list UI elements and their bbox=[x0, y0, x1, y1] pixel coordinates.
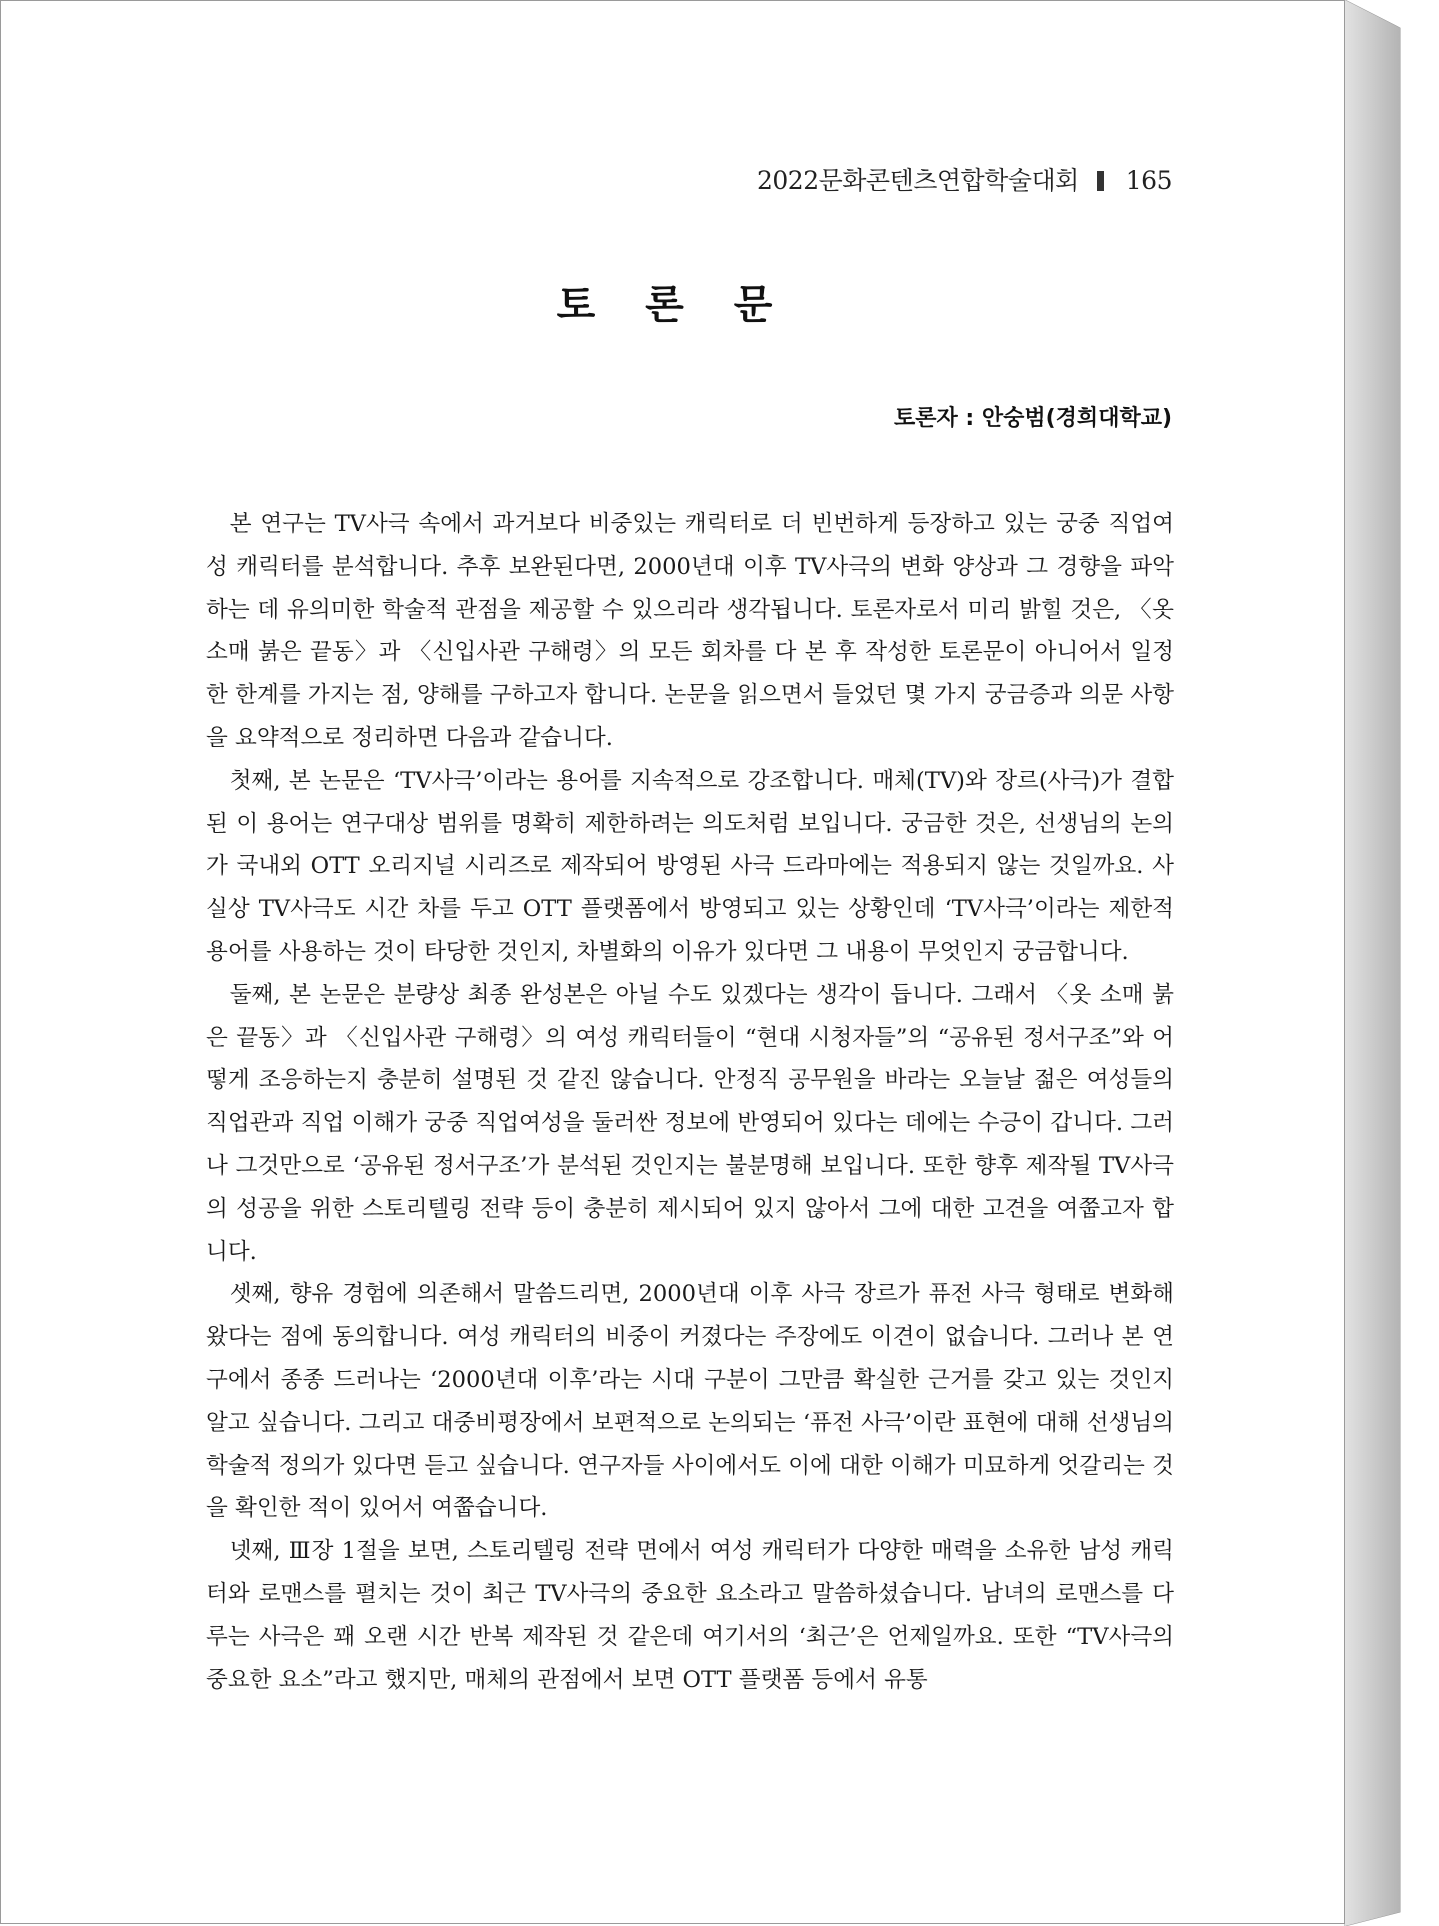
paragraph-intro: 본 연구는 TV사극 속에서 과거보다 비중있는 캐릭터로 더 빈번하게 등장하고 있는 궁중 직업여성 캐릭터를 분석합니다. 추후 보완된다면, 2000년대 이후 TV사극의 변화 양상과 그 경향을 파악하는 데 유의미한 학술적 관점을 제공할 수 있으리라 생각됩니다. 토론자로서 미리 밝힐 것은, 〈옷 소매 붉은 끝동〉과 〈신입사관 구해령〉의 모든 회차를 다 본 후 작성한 토론문이 아니어서 일정한 한계를 가지는 점, 양해를 구하고자 합니다. 논문을 읽으면서 들었던 몇 가지 궁금증과 의문 사항을 요약적으로 정리하면 다음과 같습니다. bbox=[206, 511, 1174, 751]
paragraph-first: 첫째, 본 논문은 ‘TV사극’이라는 용어를 지속적으로 강조합니다. 매체(TV)와 장르(사극)가 결합된 이 용어는 연구대상 범위를 명확히 제한하려는 의도처럼 보입니다. 궁금한 것은, 선생님의 논의가 국내외 OTT 오리지널 시리즈로 제작되어 방영된 사극 드라마에는 적용되지 않는 것일까요. 사실상 TV사극도 시간 차를 두고 OTT 플랫폼에서 방영되고 있는 상황인데 ‘TV사극’이라는 제한적 용어를 사용하는 것이 타당한 것인지, 차별화의 이유가 있다면 그 내용이 무엇인지 궁금합니다. bbox=[206, 767, 1174, 965]
page-number: 165 bbox=[1125, 166, 1172, 195]
paragraph-second: 둘째, 본 논문은 분량상 최종 완성본은 아닐 수도 있겠다는 생각이 듭니다. 그래서 〈옷 소매 붉은 끝동〉과 〈신입사관 구해령〉의 여성 캐릭터들이 “현대 시청자들”의 “공유된 정서구조”와 어떻게 조응하는지 충분히 설명된 것 같진 않습니다. 안정직 공무원을 바라는 오늘날 젊은 여성들의 직업관과 직업 이해가 궁중 직업여성을 둘러싼 정보에 반영되어 있다는 데에는 수긍이 갑니다. 그러나 그것만으로 ‘공유된 정서구조’가 분석된 것인지는 불분명해 보입니다. 또한 향후 제작될 TV사극의 성공을 위한 스토리텔링 전략 등이 충분히 제시되어 있지 않아서 그에 대한 고견을 여쭙고자 합니다. bbox=[206, 981, 1174, 1265]
book-edge bbox=[1340, 0, 1439, 1926]
separator-bar bbox=[1097, 171, 1104, 191]
paragraph-third: 셋째, 향유 경험에 의존해서 말씀드리면, 2000년대 이후 사극 장르가 퓨전 사극 형태로 변화해 왔다는 점에 동의합니다. 여성 캐릭터의 비중이 커졌다는 주장에도 이견이 없습니다. 그러나 본 연구에서 종종 드러나는 ‘2000년대 이후’라는 시대 구분이 그만큼 확실한 근거를 갖고 있는 것인지 알고 싶습니다. 그리고 대중비평장에서 보편적으로 논의되는 ‘퓨전 사극’이란 표현에 대해 선생님의 학술적 정의가 있다면 듣고 싶습니다. 연구자들 사이에서도 이에 대한 이해가 미묘하게 엇갈리는 것을 확인한 적이 있어서 여쭙습니다. bbox=[206, 1281, 1174, 1522]
body-text bbox=[206, 503, 1174, 1701]
document-title: 토 론 문 bbox=[556, 282, 791, 328]
byline: 토론자 : 안숭범(경희대학교) bbox=[894, 406, 1172, 431]
conference-name: 2022문화콘텐츠연합학술대회 bbox=[757, 166, 1079, 195]
paragraph-fourth: 넷째, Ⅲ장 1절을 보면, 스토리텔링 전략 면에서 여성 캐릭터가 다양한 매력을 소유한 남성 캐릭터와 로맨스를 펼치는 것이 최근 TV사극의 중요한 요소라고 말씀하셨습니다. 남녀의 로맨스를 다루는 사극은 꽤 오랜 시간 반복 제작된 것 같은데 여기서의 ‘최근’은 언제일까요. 또한 “TV사극의 중요한 요소”라고 했지만, 매체의 관점에서 보면 OTT 플랫폼 등에서 유통 bbox=[206, 1538, 1174, 1693]
running-head bbox=[757, 161, 1172, 197]
